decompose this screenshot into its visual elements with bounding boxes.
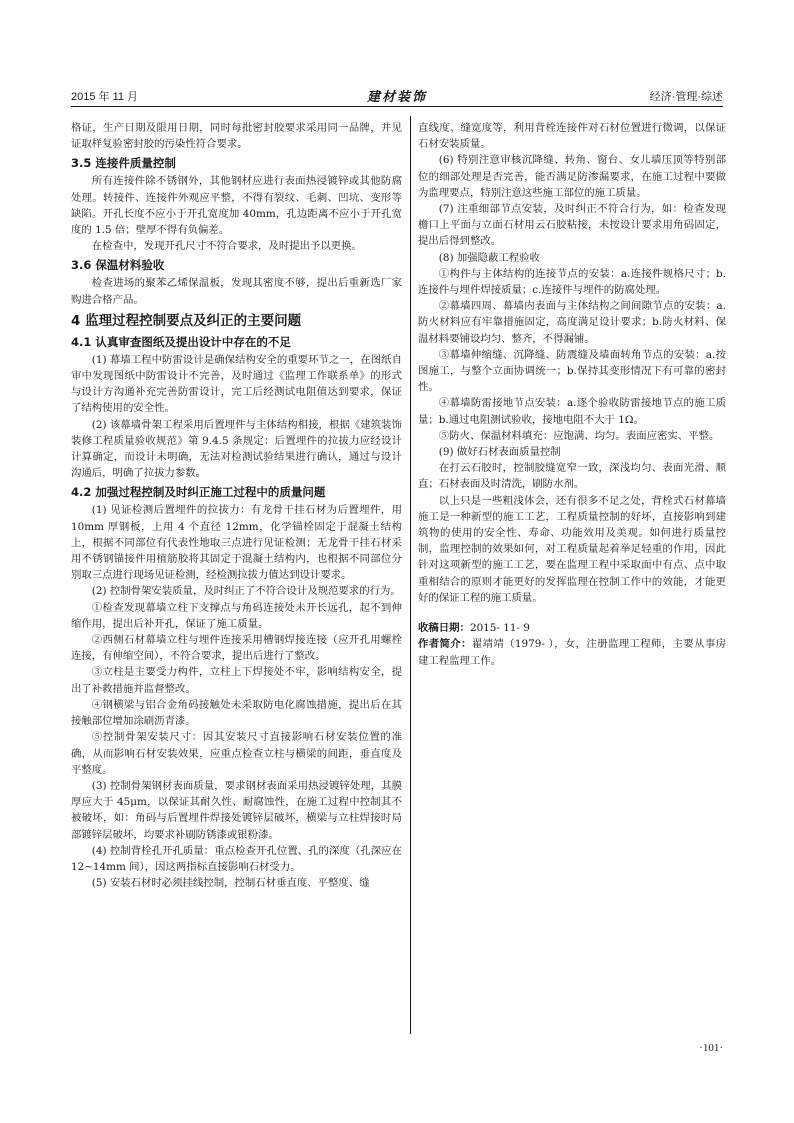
paragraph: ③立柱是主要受力构件，立柱上下焊接处不牢，影响结构安全，提出了补救措施并监督整改。 <box>71 666 402 695</box>
journal-logo <box>367 86 427 105</box>
paragraph: 所有连接件除不锈钢外，其他钢材应进行表面热浸镀锌或其他防腐处理。转接件、连接件外观应平整，不得有裂纹、毛刺、凹坑、变形等缺陷。开孔长度不应小于开孔宽度加 40mm，孔边距离不应小于开孔宽度的 1.5 倍；壁厚不得有负偏差。 <box>71 175 402 237</box>
paragraph: ④钢横梁与铝合金角码接触处未采取防电化腐蚀措施，提出后在其接触部位增加涂刷沥青漆。 <box>71 698 402 728</box>
left-column <box>71 120 402 891</box>
issue-date: 2015 年 11 月 <box>71 91 139 103</box>
section-name: 经济·管理·综述 <box>649 91 723 103</box>
paragraph: ②西侧石材幕墙立柱与埋件连接采用槽钢焊接连接（应开孔用螺栓连接，有伸缩空间），不符合要求，提出后进行了整改。 <box>71 634 402 663</box>
paragraph: 格证，生产日期及限用日期，同时每批密封胶要求采用同一品牌，并见证取样复验密封胶的污染性符合要求。 <box>71 122 402 151</box>
subsection-heading: 3.6 保温材料验收 <box>71 258 165 273</box>
subsection-heading: 3.5 连接件质量控制 <box>71 156 176 171</box>
article-meta <box>418 620 726 636</box>
meta-label: 收稿日期： <box>418 622 470 635</box>
paragraph: ②幕墙四周、幕墙内表面与主体结构之间间隙节点的安装：a.防火材料应有牢靠措施固定，高度满足设计要求；b.防火材料、保温材料要铺设均匀、整齐，不得漏铺。 <box>418 300 726 345</box>
subsection-heading: 4.1 认真审查图纸及提出设计中存在的不足 <box>71 334 291 349</box>
paragraph: (1) 幕墙工程中防雷设计是确保结构安全的重要环节之一，在图纸自审中发现图纸中防雷设计不完善，及时通过《监理工作联系单》的形式与设计方沟通补充完善防雷设计，完工后经测试电阻值达到要求，保证了结构使用的安全性。 <box>71 353 402 415</box>
paragraph: (3) 控制骨架钢材表面质量，要求钢材表面采用热浸镀锌处理，其膜厚应大于 45μm，以保证其耐久性、耐腐蚀性，在施工过程中控制其不被破坏，如：角码与后置埋件焊接处镀锌层破坏，横梁与立柱焊接时局部镀锌层破坏，均要求补刷防锈漆或银粉漆。 <box>71 779 402 841</box>
spacer <box>418 606 726 620</box>
meta-value: 翟靖靖（1979- ），女，注册监理工程师，主要从事房建工程监理工作。 <box>418 638 727 667</box>
header-rule <box>71 106 723 107</box>
paragraph: 直线度、缝宽度等，利用背栓连接件对石材位置进行微调，以保证石材安装质量。 <box>418 122 726 151</box>
paragraph: (9) 做好石材表面质量控制 <box>438 446 561 459</box>
page-number: ·101· <box>699 1042 723 1054</box>
paragraph: (6) 特别注意审核沉降缝、转角、窗台、女儿墙压顶等特别部位的细部处理是否完善，能否满足防渗漏要求，在施工过程中要做为监理要点，特别注意这些施工部位的施工质量。 <box>418 154 726 199</box>
paragraph: (2) 该幕墙骨架工程采用后置埋件与主体结构相接，根据《建筑装饰装修工程质量验收规范》第 9.4.5 条规定：后置埋件的拉拔力应经设计计算确定，而设计未明确，无法对检测试验结果进行确认，通过与设计沟通后，明确了拉拔力参数。 <box>71 418 402 480</box>
right-column <box>418 120 726 669</box>
column-divider <box>410 116 411 1034</box>
paragraph: 在检查中，发现开孔尺寸不符合要求，及时提出予以更换。 <box>91 240 362 253</box>
paragraph: 检查进场的聚苯乙烯保温板，发现其密度不够，提出后重新选厂家购进合格产品。 <box>71 277 402 306</box>
paragraph: ①构件与主体结构的连接节点的安装：a.连接件规格尺寸；b.连接件与埋件焊接质量；c.连接件与埋件的防腐处理。 <box>418 267 726 297</box>
paragraph: 在打云石胶时，控制胶缝宽窄一致，深浅均匀、表面光滑、顺直；石材表面及时清洗，刷防水剂。 <box>418 462 726 491</box>
paragraph: 以上只是一些粗浅体会，还有很多不足之处，背栓式石材幕墙施工是一种新型的施工工艺，工程质量控制的好坏，直接影响到建筑物的使用的安全性、寿命、功能效用及美观。如何进行质量控制，监理控制的效果如何，对工程质量起着举足轻重的作用，因此针对这项新型的施工工艺，要在监理工程中采取面中有点、点中取重相结合的原则才能更好的发挥监理在控制工作中的效能，才能更好的保证工程的施工质量。 <box>418 494 726 604</box>
paragraph: (5) 安装石材时必须挂线控制，控制石材垂直度、平整度、缝 <box>91 877 370 890</box>
paragraph: ③幕墙伸缩缝、沉降缝、防震缝及墙面转角节点的安装：a.按图施工，与整个立面协调统一；b.保持其变形情况下有可靠的密封性。 <box>418 348 726 394</box>
paragraph: (4) 控制背栓孔开孔质量：重点检查开孔位置、孔的深度（孔深应在 12~14mm 间），因这两指标直接影响石材受力。 <box>71 844 402 873</box>
journal-name: 建材装饰 <box>366 90 428 105</box>
paragraph: (7) 注重细部节点安装，及时纠正不符合行为，如：检查发现檐口上平面与立面石材用云石胶粘接，未按设计要求用角码固定，提出后得到整改。 <box>418 203 726 248</box>
paragraph: ⑤控制骨架安装尺寸：因其安装尺寸直接影响石材安装位置的准确，从而影响石材安装效果，应重点检查立柱与横梁的间距，垂直度及平整度。 <box>71 731 402 776</box>
paragraph: (1) 见证检测后置埋件的拉拔力：有龙骨干挂石材为后置埋件，用 10mm 厚钢板，上用 4 个直径 12mm，化学锚栓固定于混凝土结构上，根据不同部位有代表性地取三点进行见证检测；无龙骨干挂石材采用不锈钢锚接件用植筋胶将其固定于混凝土结构内，也根据不同部位分别取三点进行现场见证检测，经检测拉拔力值达到设计要求。 <box>71 504 402 582</box>
page-header <box>71 86 723 106</box>
paragraph: (8) 加强隐蔽工程验收 <box>438 251 540 264</box>
meta-value: 2015- 11- 9 <box>469 622 530 635</box>
paragraph: ⑤防火、保温材料填充：应饱满、均匀。表面应密实、平整。 <box>438 429 720 442</box>
paragraph: ④幕墙防雷接地节点安装：a.逐个验收防雷接地节点的施工质量；b.通过电阻测试验收，接地电阻不大于 1Ω。 <box>418 397 726 426</box>
paragraph: (2) 控制骨架安装质量，及时纠正了不符合设计及规范要求的行为。 <box>91 585 401 598</box>
article-meta <box>418 636 726 668</box>
subsection-heading: 4.2 加强过程控制及时纠正施工过程中的质量问题 <box>71 485 326 500</box>
section-heading: 4 监理过程控制要点及纠正的主要问题 <box>71 312 302 329</box>
meta-label: 作者简介： <box>418 638 472 651</box>
paragraph: ①检查发现幕墙立柱下支撑点与角码连接处未开长远孔，起不到伸缩作用，提出后补开孔，保证了施工质量。 <box>71 601 402 630</box>
